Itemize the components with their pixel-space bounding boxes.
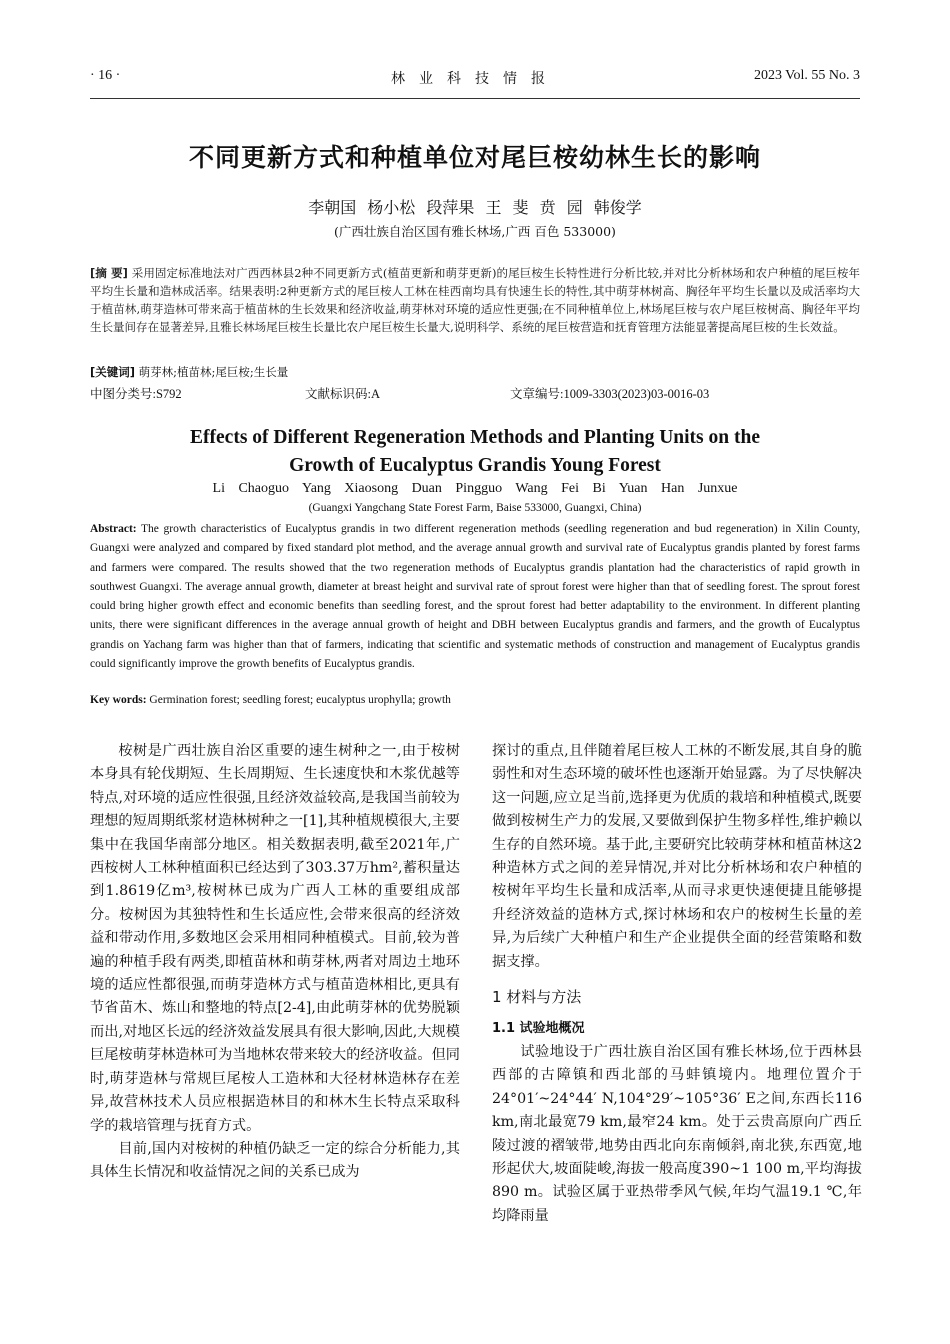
journal-name: 林业科技情报 xyxy=(391,71,559,87)
title-en xyxy=(0,424,950,480)
abstract-en xyxy=(90,520,860,674)
keywords-en xyxy=(90,694,860,706)
authors-cn: 李朝国 杨小松 段萍果 王 斐 贲 园 韩俊学 xyxy=(308,198,642,217)
keywords-cn xyxy=(90,364,860,380)
keywords-cn-text: 萌芽林;植苗林;尾巨桉;生长量 xyxy=(138,365,289,379)
section-heading: 1 材料与方法 xyxy=(492,988,582,1007)
clc-number: 中图分类号:S792 xyxy=(90,387,182,401)
affiliation-en: (Guangxi Yangchang State Forest Farm, Baise 533000, Guangxi, China) xyxy=(308,502,642,514)
authors-en: Li Chaoguo Yang Xiaosong Duan Pingguo Wang Fei Bi Yuan Han Junxue xyxy=(212,481,738,496)
title-cn: 不同更新方式和种植单位对尾巨桉幼林生长的影响 xyxy=(188,143,761,172)
abstract-en-label: Abstract: xyxy=(90,523,137,535)
body-left-column xyxy=(90,740,460,1185)
title-en-line2: Growth of Eucalyptus Grandis Young Forest xyxy=(289,455,661,476)
doc-code: 文献标识码:A xyxy=(305,387,381,401)
article-number: 文章编号:1009-3303(2023)03-0016-03 xyxy=(510,387,710,401)
body-paragraph: 探讨的重点,且伴随着尾巨桉人工林的不断发展,其自身的脆弱性和对生态环境的破坏性也逐渐开始显露。为了尽快解决这一问题,应立足当前,选择更为优质的栽培和种植模式,既要做到桉树生产力的发展,又要做到保护生物多样性,维护赖以生存的自然环境。基于此,主要研究比较萌芽林和植苗林这2种造林方式之间的差异情况,并对比分析林场和农户种植的桉树年平均生长量和成活率,从而寻求更快速便捷且能够提升经济效益的造林方式,探讨林场和农户的桉树生长量的差异,为后续广大种植户和生产企业提供全面的经营策略和数据支撑。 xyxy=(492,743,862,970)
body-paragraph: 桉树是广西壮族自治区重要的速生树种之一,由于桉树本身具有轮伐期短、生长周期短、生长速度快和木浆优越等特点,对环境的适应性很强,且经济效益较高,是我国当前较为理想的短周期纸浆材造林树种之一[1],其种植规模很大,主要集中在我国华南部分地区。相关数据表明,截至2021年,广西桉树人工林种植面积已经达到了303.37万hm²,蓄积量达到1.8619亿m³,桉树林已成为广西人工林的重要组成部分。桉树因为其独特性和生长适应性,会带来很高的经济效益和带动作用,多数地区会采用相同种植模式。目前,较为普遍的种植手段有两类,即植苗林和萌芽林,两者对周边土地环境的适应性都很强,而萌芽造林方式与植苗造林相比,更具有节省苗木、炼山和整地的特点[2-4],由此萌芽林的优势脱颖而出,对地区长远的经济效益发展具有很大影响,因此,大规模巨尾桉萌芽林造林可为当地林农带来较大的经济收益。但同时,萌芽造林与常规巨尾桉人工造林和大径材林造林存在差异,故营林技术人员应根据造林目的和林木生长特点采取科学的栽培管理与抚育方式。 xyxy=(90,743,460,1134)
issue-info: 2023 Vol. 55 No. 3 xyxy=(753,68,860,83)
subsection-heading: 1.1 试验地概况 xyxy=(492,1021,585,1037)
body-right-column xyxy=(492,740,862,1228)
affiliation-cn: (广西壮族自治区国有雅长林场,广西 百色 533000) xyxy=(334,224,616,239)
body-paragraph: 目前,国内对桉树的种植仍缺乏一定的综合分析能力,其具体生长情况和收益情况之间的关系已成为 xyxy=(90,1140,460,1181)
header-rule xyxy=(90,98,860,99)
page-number: · 16 · xyxy=(90,68,121,83)
body-paragraph: 试验地设于广西壮族自治区国有雅长林场,位于西林县西部的古障镇和西北部的马蚌镇境内。地理位置介于24°01′~24°44′ N,104°29′~105°36′ E之间,东西长116 km,南北最宽79 km,最窄24 km。处于云贵高原向广西丘陵过渡的褶皱带,地势由西北向东南倾斜,南北狭,东西宽,地形起伏大,坡面陡峻,海拔一般高度390~1 100 m,平均海拔890 m。试验区属于亚热带季风气候,年均气温19.1 ℃,年均降雨量 xyxy=(492,1043,862,1224)
keywords-en-label: Key words: xyxy=(90,694,147,706)
abstract-cn-text: 采用固定标准地法对广西西林县2种不同更新方式(植苗更新和萌芽更新)的尾巨桉生长特性进行分析比较,并对比分析林场和农户种植的尾巨桉年平均生长量和造林成活率。结果表明:2种更新方式的尾巨桉人工林在桂西南均具有快速生长的特性,其中萌芽林树高、胸径年平均生长量以及成活率均大于植苗林,萌芽造林可带来高于植苗林的生长效果和经济收益,萌芽林对环境的适应性更强;在不同种植单位上,林场尾巨桉与农户尾巨桉树高、胸径年平均生长量间存在显著差异,且雅长林场尾巨桉生长量比农户尾巨桉生长量大,说明科学、系统的尾巨桉营造和抚育管理方法能显著提高尾巨桉的生长效益。 xyxy=(90,266,860,334)
abstract-en-text: The growth characteristics of Eucalyptus grandis in two different regeneration methods (seedling regeneration and bud regeneration) in Xilin County, Guangxi were analyzed and compared by fixed standard plot method, and the average annual growth and survival rate of Eucalyptus grandis planted by forest farms and farmers were compared. The results showed that the two regeneration methods of Eucalyptus grandis plantation had the characteristics of rapid growth in southwest Guangxi. The average annual growth, diameter at breast height and survival rate of sprout forest were higher than that of seedling forest. The sprout forest could bring higher growth effect and economic benefits than seedling forest, and the sprout forest had better adaptability to the environment. In different planting units, there were significant differences in the average annual growth of height and DBH between Eucalyptus grandis and farmers, and the growth of Eucalyptus grandis on Yachang farm was higher than that of farmers, indicating that scientific and systematic methods of construction and management of Eucalyptus grandis could significantly improve the growth benefits of Eucalyptus grandis. xyxy=(90,523,860,671)
title-en-line1: Effects of Different Regeneration Methods and Planting Units on the xyxy=(190,427,760,448)
abstract-cn xyxy=(90,264,860,336)
keywords-cn-label: [关键词] xyxy=(90,365,136,379)
abstract-cn-label: [摘 要] xyxy=(90,266,128,280)
keywords-en-text: Germination forest; seedling forest; eucalyptus urophylla; growth xyxy=(149,694,451,706)
